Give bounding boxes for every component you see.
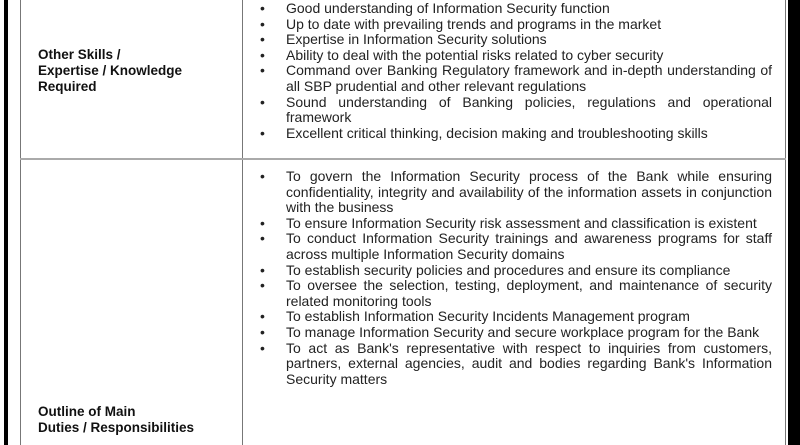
list-item: • To ensure Information Security risk assessment and classification is existent [258, 216, 772, 232]
page-edge-left [4, 0, 8, 445]
column-divider [242, 0, 243, 445]
skills-list [258, 1, 772, 141]
row-divider [20, 158, 786, 160]
label-line: Outline of Main [38, 404, 136, 419]
duties-list [258, 169, 772, 387]
row-label-duties [38, 404, 238, 436]
list-item: • Sound understanding of Banking policies, regulations and operational framework [258, 95, 772, 126]
list-item: • To conduct Information Security trainings and awareness programs for staff across multiple Information Security domains [258, 231, 772, 262]
label-line: Required [38, 79, 97, 94]
list-item: • Command over Banking Regulatory framework and in-depth understanding of all SBP prudential and other relevant regulations [258, 63, 772, 94]
table-border-right [785, 0, 786, 445]
list-item: • Up to date with prevailing trends and programs in the market [258, 17, 772, 33]
list-item: • Expertise in Information Security solutions [258, 32, 772, 48]
list-item: • To govern the Information Security process of the Bank while ensuring confidentiality, integrity and availability of the information assets in conjunction with the business [258, 169, 772, 216]
list-item: • To establish Information Security Incidents Management program [258, 309, 772, 325]
row-label-skills [38, 47, 238, 95]
list-item: • To establish security policies and procedures and ensure its compliance [258, 263, 772, 279]
label-line: Expertise / Knowledge [38, 63, 183, 78]
list-item: • Ability to deal with the potential risks related to cyber security [258, 48, 772, 64]
label-line: Duties / Responsibilities [38, 420, 195, 435]
list-item: • Good understanding of Information Security function [258, 1, 772, 17]
list-item: • To oversee the selection, testing, deployment, and maintenance of security related monitoring tools [258, 278, 772, 309]
page-edge-right [788, 0, 800, 445]
list-item: • Excellent critical thinking, decision making and troubleshooting skills [258, 126, 772, 142]
label-line: Other Skills / [38, 47, 121, 62]
list-item: • To manage Information Security and secure workplace program for the Bank [258, 325, 772, 341]
table-border-left [20, 0, 21, 445]
list-item: • To act as Bank's representative with respect to inquiries from customers, partners, external agencies, audit and bodies regarding Bank's Information Security matters [258, 341, 772, 388]
